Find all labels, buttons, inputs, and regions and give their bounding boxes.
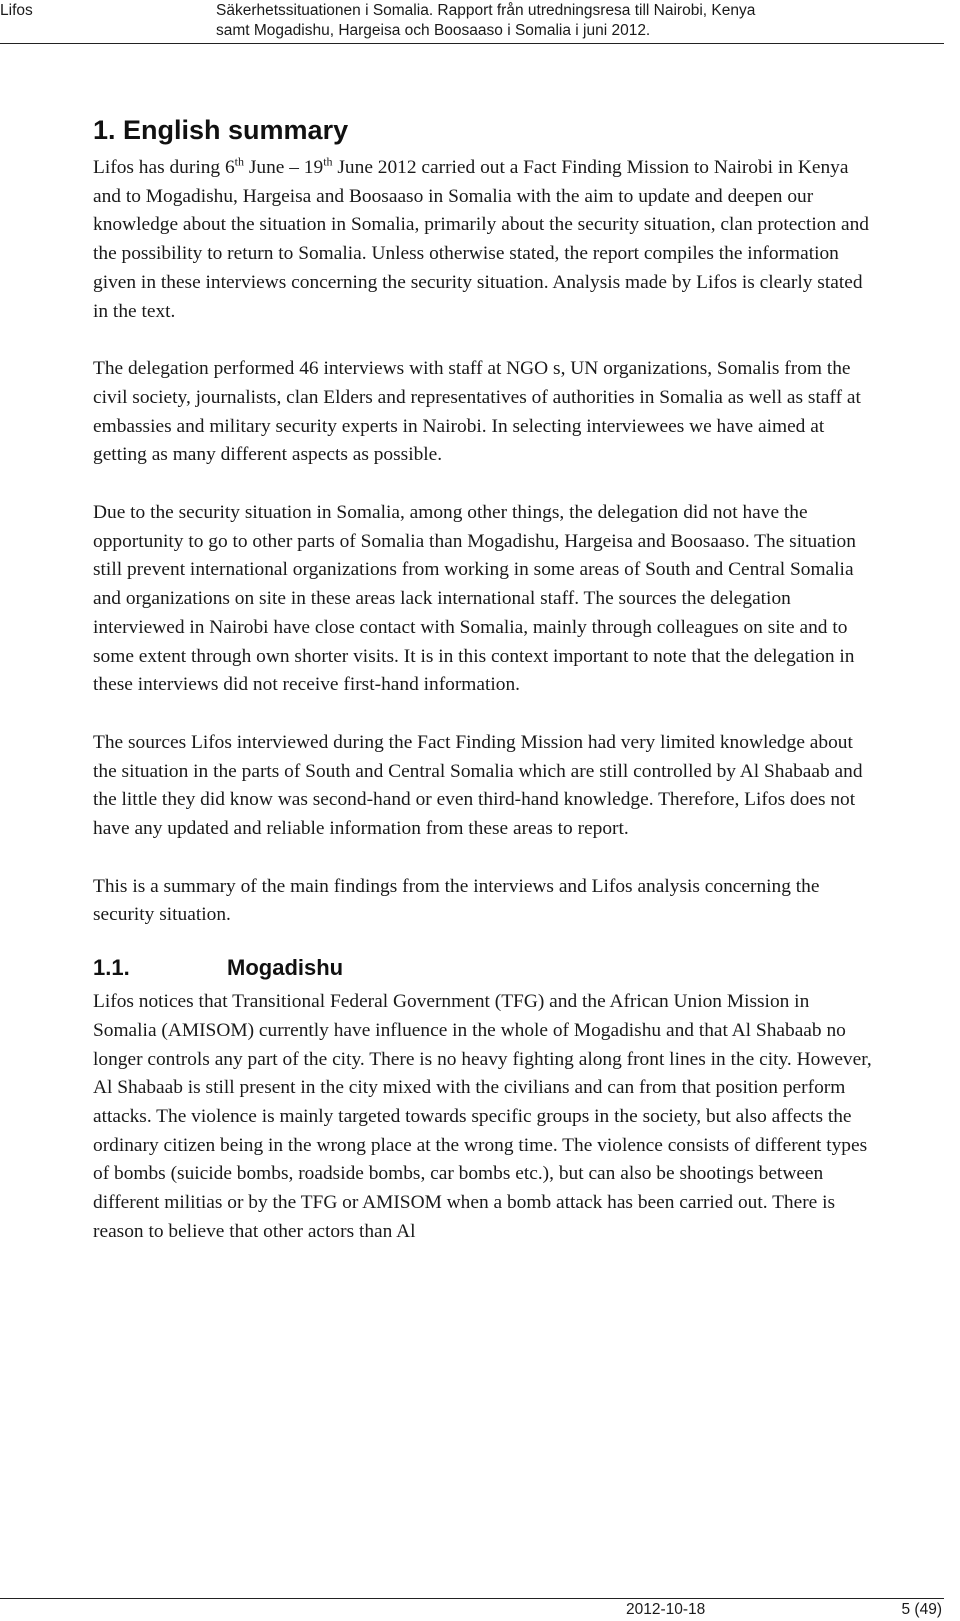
- header-title: [216, 1, 916, 41]
- paragraph-security-limits: Due to the security situation in Somalia, among other things, the delegation did not have the opportunity to go to other parts of Somalia than Mogadishu, Hargeisa and Boosaaso. The situation still prevent international organizations from working in some areas of South and Central Somalia and organizations on site in these areas lack international staff. The sources the delegation interviewed in Nairobi have close contact with Somalia, mainly through colleagues on site and to some extent through own shorter visits. It is in this context important to note that the delegation in these interviews did not receive first-hand information.: [93, 502, 856, 696]
- footer-page-number: 5 (49): [901, 1601, 942, 1618]
- paragraph-interviews: The delegation performed 46 interviews with staff at NGO s, UN organizations, Somalis from the civil society, journalists, clan Elders and representatives of authorities in Somalia as well as staff at embassies and military security experts in Nairobi. In selecting interviewees we have aimed at getting as many different aspects as possible.: [93, 358, 861, 466]
- paragraph-summary-note: This is a summary of the main findings from the interviews and Lifos analysis concerning the security situation.: [93, 875, 820, 926]
- subsection-number: 1.1.: [93, 955, 130, 981]
- intro-text-2: June – 19: [244, 157, 324, 178]
- paragraph-sources-knowledge: The sources Lifos interviewed during the Fact Finding Mission had very limited knowledge about the situation in the parts of South and Central Somalia which are still controlled by Al Shabaab and the little they did know was second-hand or even third-hand knowledge. Therefore, Lifos does not have any updated and reliable information from these areas to report.: [93, 731, 863, 840]
- intro-text-3: June 2012 carried out a Fact Finding Mission to Nairobi in Kenya and to Mogadishu, Hargeisa and Boosaaso in Somalia with the aim to update and deepen our knowledge about the situation in Somalia, primarily about the security situation, clan protection and the possibility to return to Somalia. Unless otherwise stated, the report compiles the information given in these interviews concerning the security situation. Analysis made by Lifos is clearly stated in the text.: [93, 157, 869, 322]
- footer-date: 2012-10-18: [626, 1601, 706, 1618]
- intro-text-1: Lifos has during 6: [93, 157, 235, 178]
- subsection-heading: [93, 952, 873, 984]
- paragraph-mogadishu: Lifos notices that Transitional Federal Government (TFG) and the African Union Mission in Somalia (AMISOM) currently have influence in the whole of Mogadishu and that Al Shabaab no longer controls any part of the city. There is no heavy fighting along front lines in the city. However, Al Shabaab is still present in the city mixed with the civilians and can from that position perform attacks. The violence is mainly targeted towards specific groups in the society, but also affects the ordinary citizen being in the wrong place at the wrong time. The violence consists of different types of bombs (suicide bombs, roadside bombs, car bombs etc.), but can also be shootings between different militias or by the TFG or AMISOM when a bomb attack has been carried out. There is reason to believe that other actors than Al: [93, 991, 872, 1242]
- header-title-line-2: samt Mogadishu, Hargeisa och Boosaaso i Somalia i juni 2012.: [216, 22, 651, 39]
- intro-sup-2: th: [323, 154, 333, 169]
- intro-paragraph: [93, 154, 873, 326]
- intro-sup-1: th: [234, 154, 244, 169]
- subsection-title: Mogadishu: [227, 955, 344, 981]
- page-footer: [0, 1598, 944, 1618]
- page-header: [0, 0, 944, 44]
- document-body: [93, 112, 873, 1247]
- header-title-line-1: Säkerhetssituationen i Somalia. Rapport från utredningsresa till Nairobi, Kenya: [216, 2, 756, 19]
- section-heading: 1. English summary: [93, 115, 349, 145]
- header-org: Lifos: [0, 2, 33, 19]
